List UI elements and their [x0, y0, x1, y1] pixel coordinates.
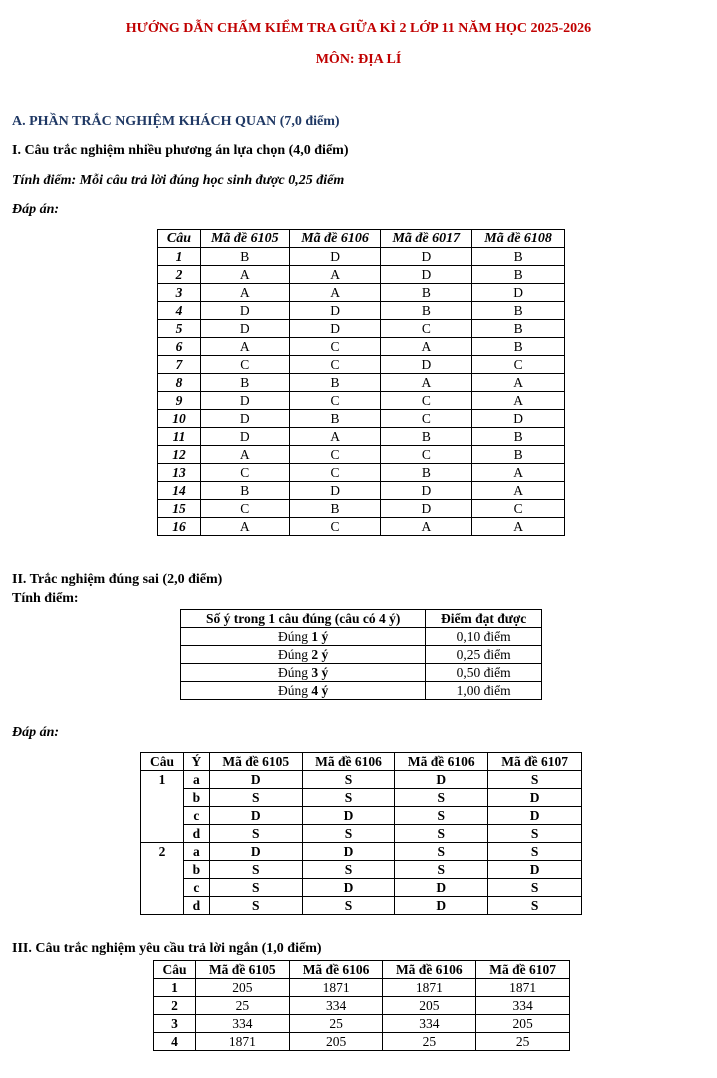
answer-cell: B [289, 410, 381, 428]
question-number: 2 [154, 997, 196, 1015]
answer-cell: 334 [289, 997, 383, 1015]
question-number: 14 [158, 482, 201, 500]
column-header: Câu [158, 230, 201, 248]
document-title: HƯỚNG DẪN CHẤM KIỂM TRA GIỮA KÌ 2 LỚP 11 NĂM HỌC 2025-2026 [125, 21, 592, 36]
answer-cell: S [302, 789, 395, 807]
answer-cell: B [381, 464, 472, 482]
question-number: 2 [141, 843, 184, 915]
answer-cell: A [381, 338, 472, 356]
question-number: 11 [158, 428, 201, 446]
question-number: 7 [158, 356, 201, 374]
answer-cell: D [395, 771, 488, 789]
answer-cell: B [472, 338, 565, 356]
table-row [141, 771, 582, 789]
answer-cell: B [289, 374, 381, 392]
answer-cell: S [488, 897, 582, 915]
table-row [158, 446, 565, 464]
answer-cell: 25 [476, 1033, 570, 1051]
column-header: Mã đề 6106 [383, 961, 476, 979]
answer-cell: D [381, 500, 472, 518]
answer-cell: D [488, 861, 582, 879]
answer-cell: A [289, 266, 381, 284]
table-row [158, 248, 565, 266]
column-header: Câu [141, 753, 184, 771]
answer-cell: D [200, 410, 289, 428]
answer-cell: S [488, 843, 582, 861]
answer-cell: S [395, 789, 488, 807]
question-number: 3 [154, 1015, 196, 1033]
answer-cell: S [488, 771, 582, 789]
answer-cell: C [289, 518, 381, 536]
part2-answer-label: Đáp án: [12, 725, 60, 740]
answer-cell: S [209, 897, 302, 915]
answer-cell: 205 [195, 979, 289, 997]
answer-cell: D [209, 843, 302, 861]
table-row [158, 338, 565, 356]
answer-cell: 1871 [476, 979, 570, 997]
answer-cell: D [200, 428, 289, 446]
answer-cell: A [472, 482, 565, 500]
column-header: Mã đề 6105 [209, 753, 302, 771]
answer-cell: S [209, 825, 302, 843]
column-header: Ý [183, 753, 209, 771]
answer-cell: A [200, 284, 289, 302]
answer-cell: D [200, 320, 289, 338]
answer-cell: S [395, 807, 488, 825]
answer-cell: B [381, 302, 472, 320]
table-row [141, 861, 582, 879]
column-header: Mã đề 6108 [472, 230, 565, 248]
table-row [181, 646, 542, 664]
answer-cell: A [472, 392, 565, 410]
multiple-choice-answer-table [157, 229, 565, 536]
part1-scoring: Tính điểm: Mỗi câu trả lời đúng học sinh được 0,25 điểm [12, 173, 345, 188]
answer-cell: S [395, 825, 488, 843]
question-number: 4 [154, 1033, 196, 1051]
correct-count: 1 ý [311, 629, 329, 644]
answer-cell: D [302, 807, 395, 825]
correct-count: 4 ý [311, 683, 329, 698]
column-header: Mã đề 6107 [476, 961, 570, 979]
answer-cell: 25 [195, 997, 289, 1015]
answer-cell: C [289, 446, 381, 464]
answer-cell: C [289, 464, 381, 482]
column-header: Mã đề 6105 [200, 230, 289, 248]
question-number: 1 [141, 771, 184, 843]
answer-cell: B [289, 500, 381, 518]
answer-cell: C [381, 410, 472, 428]
answer-cell: C [472, 500, 565, 518]
answer-cell: B [381, 428, 472, 446]
answer-cell: B [472, 302, 565, 320]
answer-cell: C [289, 392, 381, 410]
correct-prefix: Đúng [278, 683, 312, 698]
table-row [181, 628, 542, 646]
table-row [154, 1015, 570, 1033]
table-row [158, 482, 565, 500]
answer-cell: A [200, 338, 289, 356]
points-cell: 0,25 điểm [426, 646, 542, 664]
item-letter: c [183, 879, 209, 897]
question-number: 1 [158, 248, 201, 266]
question-number: 15 [158, 500, 201, 518]
item-letter: d [183, 825, 209, 843]
answer-cell: A [472, 518, 565, 536]
answer-cell: A [472, 464, 565, 482]
question-number: 6 [158, 338, 201, 356]
answer-cell: B [472, 248, 565, 266]
answer-cell: S [395, 861, 488, 879]
answer-cell: A [289, 284, 381, 302]
answer-cell: A [200, 446, 289, 464]
column-header: Điểm đạt được [426, 610, 542, 628]
table-row [141, 825, 582, 843]
answer-cell: A [381, 518, 472, 536]
item-letter: c [183, 807, 209, 825]
points-cell: 0,10 điểm [426, 628, 542, 646]
answer-cell: S [302, 861, 395, 879]
table-row [154, 979, 570, 997]
answer-cell: D [289, 320, 381, 338]
table-row [158, 356, 565, 374]
answer-cell: S [302, 771, 395, 789]
answer-cell: C [289, 338, 381, 356]
table-row [181, 682, 542, 700]
answer-cell: 25 [383, 1033, 476, 1051]
column-header: Mã đề 6105 [195, 961, 289, 979]
part2-scoring-label: Tính điểm: [12, 591, 79, 606]
answer-cell: S [488, 879, 582, 897]
correct-prefix: Đúng [278, 647, 312, 662]
table-row [181, 664, 542, 682]
subject-title: MÔN: ĐỊA LÍ [315, 52, 402, 67]
answer-cell: 1871 [383, 979, 476, 997]
item-letter: b [183, 861, 209, 879]
correct-count-cell [181, 682, 426, 700]
answer-cell: C [381, 320, 472, 338]
item-letter: b [183, 789, 209, 807]
answer-cell: S [209, 789, 302, 807]
table-row [141, 879, 582, 897]
item-letter: d [183, 897, 209, 915]
answer-cell: C [381, 446, 472, 464]
answer-cell: S [302, 825, 395, 843]
answer-cell: B [381, 284, 472, 302]
answer-cell: C [200, 356, 289, 374]
section-a-heading: A. PHẦN TRẮC NGHIỆM KHÁCH QUAN (7,0 điểm) [12, 114, 340, 129]
answer-cell: B [472, 266, 565, 284]
table-row [158, 392, 565, 410]
correct-count-cell [181, 664, 426, 682]
part3-heading: III. Câu trắc nghiệm yêu cầu trả lời ngắn (1,0 điểm) [12, 941, 322, 956]
answer-cell: D [381, 266, 472, 284]
answer-cell: D [381, 356, 472, 374]
table-row [158, 500, 565, 518]
answer-cell: 205 [476, 1015, 570, 1033]
answer-cell: C [200, 464, 289, 482]
answer-cell: D [472, 410, 565, 428]
column-header: Mã đề 6106 [289, 961, 383, 979]
answer-cell: C [472, 356, 565, 374]
correct-count-cell [181, 646, 426, 664]
answer-cell: D [289, 248, 381, 266]
table-header-row [158, 230, 565, 248]
answer-cell: D [200, 302, 289, 320]
short-answer-table [153, 960, 570, 1051]
column-header: Mã đề 6106 [395, 753, 488, 771]
column-header: Mã đề 6106 [289, 230, 381, 248]
table-row [158, 374, 565, 392]
answer-cell: D [381, 248, 472, 266]
table-row [141, 807, 582, 825]
answer-cell: B [472, 446, 565, 464]
correct-count: 2 ý [311, 647, 329, 662]
correct-count: 3 ý [311, 665, 329, 680]
answer-cell: D [209, 771, 302, 789]
item-letter: a [183, 843, 209, 861]
answer-cell: B [200, 482, 289, 500]
table-row [158, 266, 565, 284]
answer-cell: 334 [476, 997, 570, 1015]
answer-cell: D [302, 843, 395, 861]
column-header: Mã đề 6106 [302, 753, 395, 771]
answer-cell: 25 [289, 1015, 383, 1033]
answer-cell: D [488, 789, 582, 807]
answer-cell: A [381, 374, 472, 392]
question-number: 4 [158, 302, 201, 320]
answer-cell: 1871 [289, 979, 383, 997]
question-number: 8 [158, 374, 201, 392]
points-cell: 1,00 điểm [426, 682, 542, 700]
answer-cell: B [472, 428, 565, 446]
question-number: 3 [158, 284, 201, 302]
answer-cell: D [302, 879, 395, 897]
answer-cell: A [289, 428, 381, 446]
table-row [158, 464, 565, 482]
table-header-row [154, 961, 570, 979]
answer-cell: D [395, 897, 488, 915]
answer-cell: D [200, 392, 289, 410]
answer-cell: S [209, 861, 302, 879]
answer-cell: A [200, 518, 289, 536]
question-number: 10 [158, 410, 201, 428]
item-letter: a [183, 771, 209, 789]
answer-cell: D [381, 482, 472, 500]
answer-cell: 334 [195, 1015, 289, 1033]
answer-cell: B [200, 374, 289, 392]
table-row [158, 320, 565, 338]
column-header: Số ý trong 1 câu đúng (câu có 4 ý) [181, 610, 426, 628]
answer-cell: 334 [383, 1015, 476, 1033]
points-cell: 0,50 điểm [426, 664, 542, 682]
answer-cell: 205 [289, 1033, 383, 1051]
answer-cell: B [200, 248, 289, 266]
true-false-scoring-table [180, 609, 542, 700]
column-header: Mã đề 6017 [381, 230, 472, 248]
table-row [141, 789, 582, 807]
table-header-row [181, 610, 542, 628]
answer-cell: D [289, 482, 381, 500]
answer-cell: C [289, 356, 381, 374]
answer-cell: S [488, 825, 582, 843]
table-row [158, 518, 565, 536]
table-row [141, 897, 582, 915]
part1-answer-label: Đáp án: [12, 202, 60, 217]
table-row [154, 1033, 570, 1051]
answer-cell: C [381, 392, 472, 410]
table-row [158, 428, 565, 446]
answer-cell: 205 [383, 997, 476, 1015]
question-number: 2 [158, 266, 201, 284]
question-number: 5 [158, 320, 201, 338]
table-row [141, 843, 582, 861]
correct-prefix: Đúng [278, 629, 312, 644]
correct-count-cell [181, 628, 426, 646]
part2-heading: II. Trắc nghiệm đúng sai (2,0 điểm) [12, 572, 223, 587]
true-false-answer-table [140, 752, 582, 915]
question-number: 16 [158, 518, 201, 536]
answer-cell: D [488, 807, 582, 825]
answer-cell: S [302, 897, 395, 915]
answer-cell: D [472, 284, 565, 302]
correct-prefix: Đúng [278, 665, 312, 680]
answer-cell: A [472, 374, 565, 392]
table-row [154, 997, 570, 1015]
answer-cell: S [395, 843, 488, 861]
column-header: Câu [154, 961, 196, 979]
table-row [158, 302, 565, 320]
question-number: 13 [158, 464, 201, 482]
question-number: 1 [154, 979, 196, 997]
answer-cell: D [289, 302, 381, 320]
answer-cell: D [395, 879, 488, 897]
answer-cell: B [472, 320, 565, 338]
question-number: 9 [158, 392, 201, 410]
answer-cell: A [200, 266, 289, 284]
question-number: 12 [158, 446, 201, 464]
answer-cell: C [200, 500, 289, 518]
column-header: Mã đề 6107 [488, 753, 582, 771]
table-row [158, 410, 565, 428]
answer-cell: D [209, 807, 302, 825]
part1-heading: I. Câu trắc nghiệm nhiều phương án lựa chọn (4,0 điểm) [12, 143, 349, 158]
table-header-row [141, 753, 582, 771]
answer-cell: S [209, 879, 302, 897]
table-row [158, 284, 565, 302]
answer-cell: 1871 [195, 1033, 289, 1051]
